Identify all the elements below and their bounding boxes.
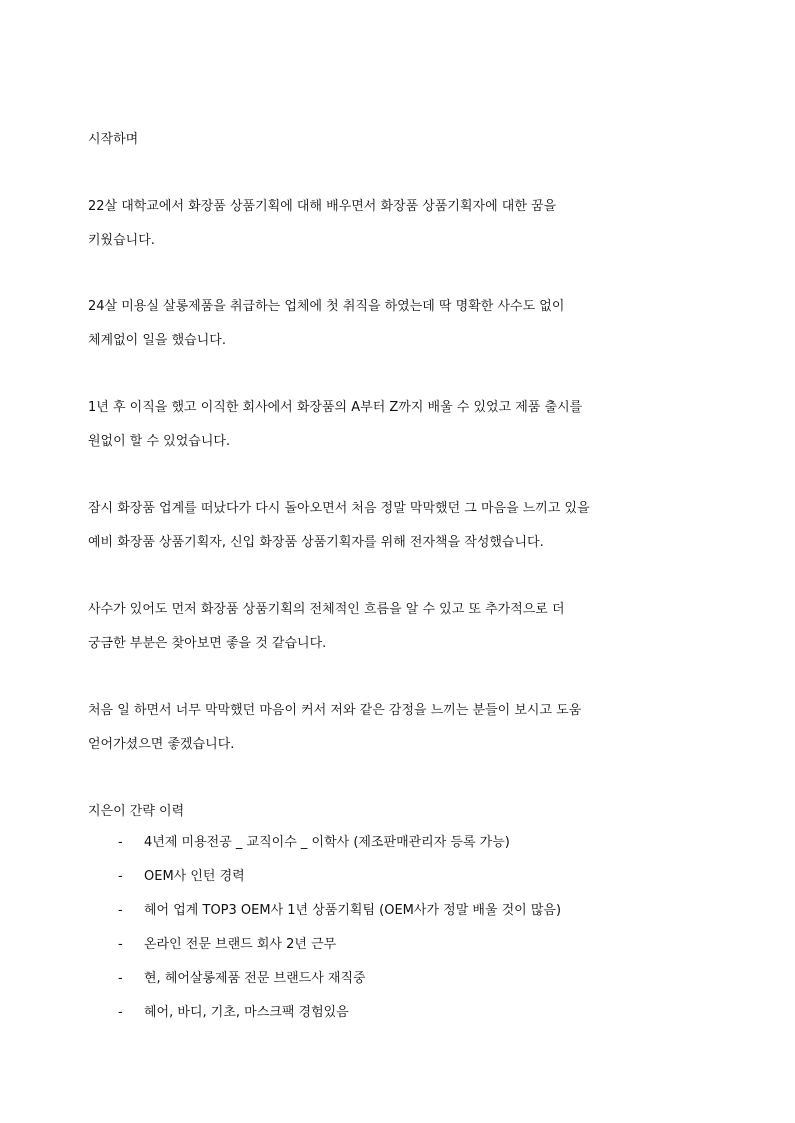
list-item-text: OEM사 인턴 경력 [144,869,245,884]
paragraph-5 [88,593,708,661]
list-item-text: 현, 헤어살롱제품 전문 브랜드사 재직중 [144,971,366,986]
paragraph-line: 1년 후 이직을 했고 이직한 회사에서 화장품의 A부터 Z까지 배울 수 있었고 제품 출시를 [88,400,583,415]
paragraph-line: 잠시 화장품 업계를 떠났다가 다시 돌아오면서 처음 정말 막막했던 그 마음을 느끼고 있을 [88,501,590,516]
paragraph-line: 얻어가셨으면 좋겠습니다. [88,737,235,752]
intro-heading: 시작하며 [88,132,139,147]
paragraph-line: 체계없이 일을 했습니다. [88,333,226,348]
list-bullet: - [118,971,123,986]
paragraph-line: 사수가 있어도 먼저 화장품 상품기획의 전체적인 흐름을 알 수 있고 또 추가적으로 더 [88,602,565,617]
history-heading: 지은이 간략 이력 [88,804,185,819]
paragraph-line: 24살 미용실 살롱제품을 취급하는 업체에 첫 취직을 하였는데 딱 명확한 사수도 없이 [88,299,565,314]
paragraph-line: 예비 화장품 상품기획자, 신입 화장품 상품기획자를 위해 전자책을 작성했습니다. [88,535,544,550]
paragraph-line: 원없이 할 수 있었습니다. [88,434,231,449]
paragraph-2 [88,290,708,358]
list-bullet: - [118,1005,123,1020]
paragraph-3 [88,391,708,459]
list-item-text: 온라인 전문 브랜드 회사 2년 근무 [144,937,337,952]
paragraph-4 [88,492,708,560]
list-item-text: 헤어, 바디, 기초, 마스크팩 경험있음 [144,1005,349,1020]
paragraph-line: 키웠습니다. [88,233,155,248]
list-item-text: 4년제 미용전공 _ 교직이수 _ 이학사 (제조판매관리자 등록 가능) [144,835,510,850]
paragraph-1 [88,190,708,258]
list-bullet: - [118,835,123,850]
paragraph-line: 처음 일 하면서 너무 막막했던 마음이 커서 저와 같은 감정을 느끼는 분들이 보시고 도움 [88,703,582,718]
list-item-text: 헤어 업계 TOP3 OEM사 1년 상품기획팀 (OEM사가 정말 배울 것이 많음) [144,903,562,918]
list-bullet: - [118,869,123,884]
list-bullet: - [118,903,123,918]
paragraph-6 [88,694,708,762]
paragraph-line: 22살 대학교에서 화장품 상품기획에 대해 배우면서 화장품 상품기획자에 대한 꿈을 [88,199,557,214]
list-bullet: - [118,937,123,952]
paragraph-line: 궁금한 부분은 찾아보면 좋을 것 같습니다. [88,636,327,651]
